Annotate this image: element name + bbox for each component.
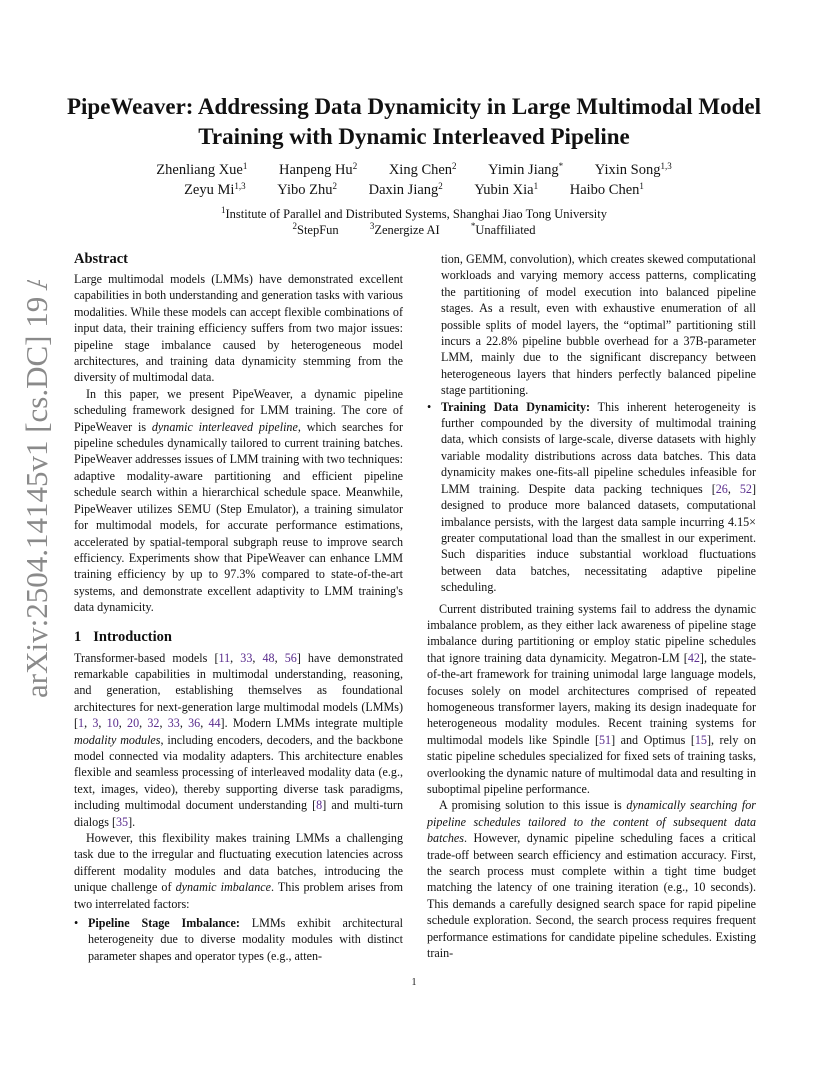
bullet-pipeline-stage-imbalance-continued: tion, GEMM, convolution), which creates skewed computational workloads and varying memory access patterns, complicating the partitioning of model execution into balanced pipeline stages. As a result, even with exhaustive enumeration of all possible splits of model layers, the “optimal” partitioning still incurs a 22.8% pipeline bubble overhead for a 37B-parameter LMM, mainly due to the significant discrepancy between heterogeneous layers that hinders perfectly balanced pipeline stage partitioning. bbox=[441, 252, 756, 398]
citation-link[interactable]: 36 bbox=[188, 716, 201, 731]
affiliation-line-1: $^1$Institute of Parallel and Distributed Systems, Shanghai Jiao Tong University bbox=[221, 205, 607, 221]
author-list bbox=[60, 160, 768, 200]
citation-link[interactable]: 1 bbox=[78, 716, 85, 731]
author: Yubin Xia$^1$ bbox=[474, 181, 539, 198]
bullet-training-data-dynamicity: • Training Data Dynamicity: This inherent heterogeneity is further compounded by the diversity of multimodal training data, which consists of large-scale, diverse datasets with highly variable modality distributions across data batches. This data dynamicity makes one-fits-all pipeline schedules infeasible for LMM training. Despite data packing techniques [26, 52] designed to produce more balanced datasets, computational imbalance persists, with the largest data sample incurring 4.15× greater computational load than the smallest in our experiment. Such disparities induce substantial workload fluctuations between data batches, necessitating adaptive pipeline scheduling. bbox=[427, 399, 756, 595]
citation-link[interactable]: 10 bbox=[106, 716, 119, 731]
author: Zeyu Mi$^{1,3}$ bbox=[184, 181, 246, 198]
author: Haibo Chen$^1$ bbox=[569, 181, 644, 198]
arxiv-id-text: arXiv:2504.14145v1 [cs.DC] 19 Apr 2025 bbox=[19, 280, 54, 698]
citation-link[interactable]: 20 bbox=[127, 716, 140, 731]
bullet-icon: • bbox=[427, 399, 432, 414]
citation-link[interactable]: 15 bbox=[694, 732, 707, 747]
bullet-pipeline-stage-imbalance: • Pipeline Stage Imbalance: LMMs exhibit architectural heterogeneity due to diverse modality modules with distinct parameter shapes and operator types (e.g., atten- bbox=[74, 916, 403, 963]
author: Yimin Jiang* bbox=[488, 161, 564, 178]
affiliations bbox=[60, 206, 768, 238]
citation-link[interactable]: 32 bbox=[147, 716, 160, 731]
intro-paragraph-2: However, this flexibility makes training LMMs a challenging task due to the irregular and fluctuating execution latencies across different modality modules and data batches, introducing the unique challenge of dynamic imbalance. This problem arises from two interrelated factors: bbox=[74, 831, 403, 911]
author-row-2 bbox=[60, 180, 768, 200]
left-column bbox=[74, 250, 403, 964]
citation-link[interactable]: 44 bbox=[208, 716, 221, 731]
intro-paragraph-4: A promising solution to this issue is dynamically searching for pipeline schedules tailored to the content of subsequent data batches. However, dynamic pipeline scheduling faces a critical trade-off between search efficiency and estimation accuracy. First, the search process must complete within a tight time budget matching the latency of one training iteration (e.g., 10 seconds). This demands a carefully designed search space for rapid pipeline schedule exploration. Second, the search process requires frequent performance estimations for candidate pipeline schedules. Existing train- bbox=[427, 798, 757, 961]
arxiv-identifier-stamp bbox=[16, 280, 56, 700]
citation-link[interactable]: 11 bbox=[218, 650, 231, 665]
page-number: 1 bbox=[411, 977, 417, 988]
paper-title: PipeWeaver: Addressing Data Dynamicity in Large Multimodal Model Training with Dynamic Interleaved Pipeline bbox=[66, 94, 761, 149]
right-column bbox=[427, 251, 756, 961]
abstract-paragraph-2: In this paper, we present PipeWeaver, a dynamic pipeline scheduling framework designed for LMM training. The core of PipeWeaver is dynamic interleaved pipeline, which searches for pipeline schedules dynamically tailored to current training batches. PipeWeaver addresses issues of LMM training with two techniques: adaptive modality-aware partitioning and efficient pipeline schedule search within a hierarchical schedule space. Meanwhile, PipeWeaver utilizes SEMU (Step Emulator), a training simulator for multimodal models, for accurate performance estimations, accelerated by spatial-temporal subgraph reuse to improve search efficiency. Experiments show that PipeWeaver can enhance LMM training efficiency by up to 97.3% compared to state-of-the-art systems, and demonstrate excellent adaptivity to LMM training's data dynamicity. bbox=[74, 386, 403, 615]
author: Hanpeng Hu$^2$ bbox=[278, 161, 358, 178]
author: Yixin Song$^{1,3}$ bbox=[594, 161, 672, 178]
citation-link[interactable]: 33 bbox=[167, 716, 180, 731]
citation-link[interactable]: 48 bbox=[262, 650, 275, 665]
abstract-paragraph-1: Large multimodal models (LMMs) have demonstrated excellent capabilities in both understanding and generation tasks with various modalities. While these models can accept flexible combinations of input data, their training efficiency suffers from two major issues: pipeline stage imbalance caused by heterogeneous model architectures, and training data dynamicity stemming from the diversity of multimodal data. bbox=[74, 272, 403, 385]
author: Zhenliang Xue$^1$ bbox=[156, 161, 248, 178]
citation-link[interactable]: 42 bbox=[687, 650, 700, 665]
affiliation-line-2: $^2$StepFun $^3$Zenergize AI *Unaffiliated bbox=[292, 221, 536, 237]
citation-link[interactable]: 35 bbox=[116, 814, 129, 829]
citation-link[interactable]: 33 bbox=[240, 650, 253, 665]
citation-link[interactable]: 3 bbox=[92, 716, 99, 731]
intro-paragraph-3: Current distributed training systems fail to address the dynamic imbalance problem, as they either lack awareness of pipeline stage imbalance during partitioning or employ static pipeline schedules that ignore training data dynamicity. Megatron-LM [42], the state-of-the-art framework for training unimodal large language models, focuses solely on model architectures comprised of repeated homogeneous transformer layers, making its design inadequate for heterogeneous modality modules. Recent training systems for multimodal models like Spindle [51] and Optimus [15], rely on static pipeline schedules specialized for fixed sets of training tasks, overlooking the dynamic nature of multimodal data and resulting in suboptimal pipeline performance. bbox=[427, 601, 756, 796]
intro-paragraph-1: Transformer-based models [11, 33, 48, 56] have demonstrated remarkable capabilities in multimodal understanding, reasoning, and generation, establishing themselves as foundational architectures for next-generation large multimodal models (LMMs) [1, 3, 10, 20, 32, 33, 36, 44]. Modern LMMs integrate multiple modality modules, including encoders, decoders, and the backbone model connected via modality adapters. This architecture enables flexible and seamless processing of interleaved modality data (e.g., text, images, video), thereby supporting diverse task paradigms, including multimodal document understanding [8] and multi-turn dialogs [35]. bbox=[74, 650, 404, 829]
citation-link[interactable]: 26 bbox=[715, 481, 728, 496]
citation-link[interactable]: 51 bbox=[598, 732, 612, 747]
citation-link[interactable]: 52 bbox=[739, 481, 752, 496]
introduction-heading: 1 Introduction bbox=[74, 628, 172, 645]
bullet-icon: • bbox=[74, 916, 79, 931]
citation-link[interactable]: 56 bbox=[284, 650, 297, 665]
citation-link[interactable]: 8 bbox=[316, 798, 323, 813]
abstract-heading: Abstract bbox=[74, 251, 128, 267]
author: Xing Chen$^2$ bbox=[388, 161, 457, 178]
author: Daxin Jiang$^2$ bbox=[368, 181, 443, 198]
author-row-1 bbox=[60, 160, 768, 180]
author: Yibo Zhu$^2$ bbox=[277, 181, 337, 198]
